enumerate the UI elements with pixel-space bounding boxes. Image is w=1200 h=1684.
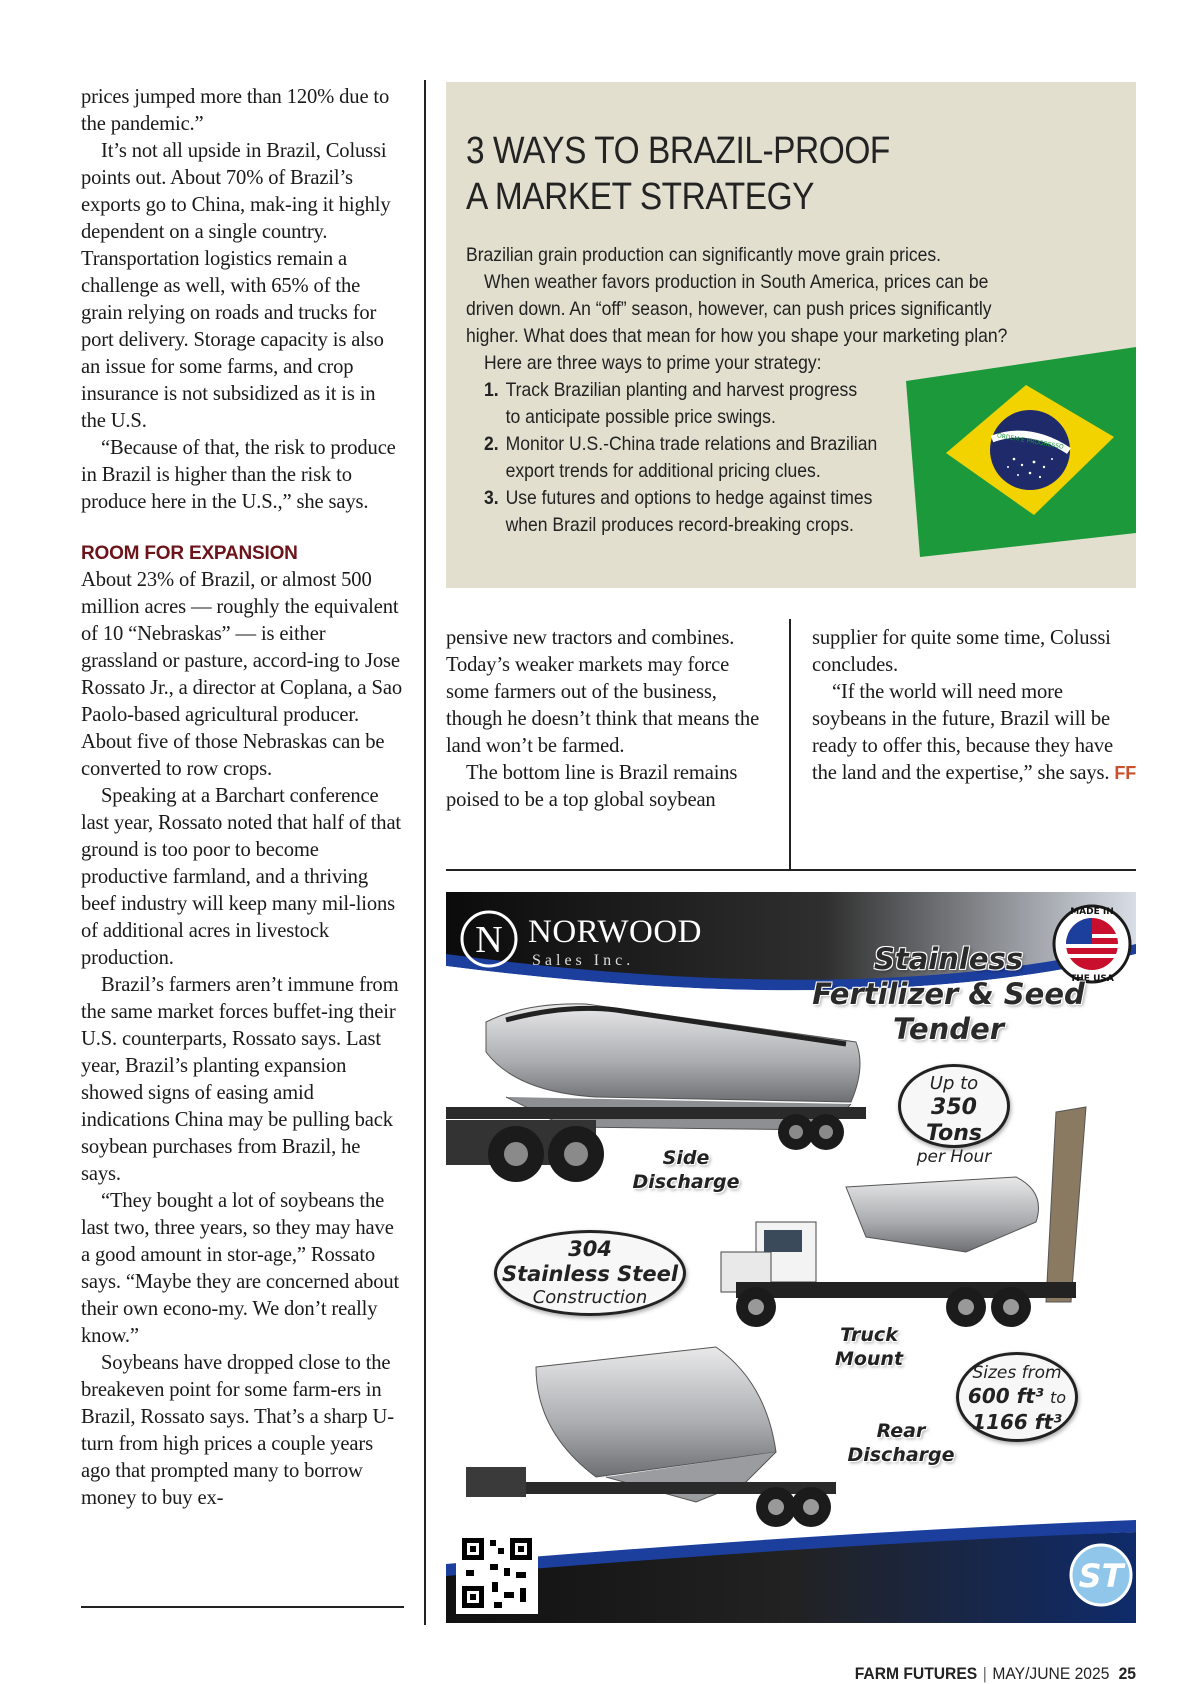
list-number: 2. [484, 433, 499, 455]
right-column [812, 625, 1137, 787]
badge-top-text: MADE IN [1070, 907, 1114, 917]
page-footer [842, 1664, 1136, 1684]
sidebar-title [466, 128, 906, 220]
section-subhead: ROOM FOR EXPANSION [81, 543, 298, 564]
label-line: Side [662, 1147, 710, 1169]
sizes-min: 600 ft³ [967, 1384, 1044, 1408]
capacity-line: per Hour [916, 1147, 992, 1167]
list-item-text: Track Brazilian planting and harvest progress [505, 379, 858, 401]
sidebar-intro: Brazilian grain production can significantly move grain prices. [466, 244, 942, 266]
list-item-text: to anticipate possible price swings. [505, 406, 776, 428]
label-line: Mount [834, 1348, 904, 1370]
headline-line: Fertilizer & Seed [812, 977, 1085, 1011]
list-item-text: when Brazil produces record-breaking crops. [505, 514, 854, 536]
sizes-callout [956, 1352, 1078, 1442]
list-item-text: Monitor U.S.-China trade relations and Brazilian [505, 433, 878, 455]
badge-bottom-text: THE USA [1070, 974, 1114, 984]
truck-mount-label [824, 1323, 914, 1371]
left-column [81, 84, 404, 1512]
steel-line: Stainless Steel [501, 1262, 679, 1286]
norwood-logo [458, 904, 713, 974]
sizes-line: Sizes from [972, 1363, 1062, 1383]
label-line: Truck [840, 1324, 898, 1346]
list-item-text: export trends for additional pricing clues. [505, 460, 821, 482]
body-paragraph: About 23% of Brazil, or almost 500 million acres — roughly the equivalent of 10 “Nebraskas” — is either grassland or pasture, accord-ing to Jose Rossato Jr., a director at Coplana, a Sao Paolo-based agricultural producer. About five of those Nebraskas can be converted to row crops. [81, 569, 402, 780]
issue-date: MAY/JUNE 2025 [992, 1664, 1110, 1683]
body-paragraph: Brazil’s farmers aren’t immune from the same market forces buffet-ing their U.S. counterparts, Rossato says. Last year, Brazil’s planting expansion showed signs of easing amid indications China may be pulling back soybean purchases from Brazil, he says. [81, 974, 399, 1185]
flag-motto: ORDEM E PROGRESSO [996, 432, 1065, 451]
brand-subtitle: Sales Inc. [532, 952, 635, 969]
rear-discharge-label [841, 1419, 961, 1467]
page-number: 25 [1118, 1664, 1136, 1683]
capacity-value: 350 Tons [925, 1095, 983, 1146]
body-paragraph: Speaking at a Barchart conference last year, Rossato noted that half of that ground is too poor to become productive farmland, and a thriving beef industry will keep many mil-lions of additional acres in livestock production. [81, 785, 402, 969]
sizes-line [959, 1384, 1075, 1410]
column-divider [789, 619, 791, 869]
brand-name: NORWOOD [528, 914, 702, 950]
stainless-steel-callout [494, 1230, 686, 1316]
left-column-end-rule [81, 1606, 404, 1608]
body-paragraph: “They bought a lot of soybeans the last two, three years, so they may have a good amount in stor-age,” Rossato says. “Maybe they are concerned about their own econo-my. We don’t really know.” [81, 1190, 400, 1347]
capacity-line: Up to [929, 1073, 979, 1094]
list-number: 1. [484, 379, 499, 401]
closing-quote-text: “If the world will need more soybeans in the future, Brazil will be ready to offer this, because they have the land and the expertise,” she says. [812, 681, 1113, 784]
brazil-flag-icon [906, 347, 1136, 587]
norwood-n-icon [458, 908, 520, 970]
list-number: 3. [484, 487, 499, 509]
st-logo-icon [1071, 1545, 1131, 1605]
rear-discharge-trailer [466, 1347, 836, 1527]
label-line: Rear [876, 1420, 926, 1442]
sizes-to: to [1050, 1388, 1067, 1407]
sizes-max: 1166 ft³ [972, 1410, 1062, 1434]
sidebar-paragraph: When weather favors production in South America, prices can be driven down. An “off” season, however, can push prices significantly higher. What does that mean for how you shape your marketing plan? [466, 271, 1008, 347]
steel-line: Construction [532, 1287, 648, 1308]
sidebar-title-line: 3 WAYS TO BRAZIL-PROOF [466, 130, 890, 172]
st-logo-text: ST [1078, 1557, 1124, 1595]
side-discharge-label [626, 1146, 746, 1194]
list-item-text: Use futures and options to hedge against times [505, 487, 873, 509]
publication-name: FARM FUTURES [854, 1664, 978, 1683]
middle-column [446, 625, 771, 814]
norwood-advertisement[interactable] [446, 892, 1136, 1623]
body-paragraph: The bottom line is Brazil remains poised to be a top global soybean [446, 762, 738, 811]
body-paragraph: “Because of that, the risk to produce in Brazil is higher than the risk to produce here in the U.S.,” she says. [81, 437, 396, 513]
capacity-callout [898, 1064, 1010, 1167]
brand-letter: N [475, 919, 503, 961]
column-divider [424, 80, 426, 1625]
body-paragraph: pensive new tractors and combines. Today’s weaker markets may force some farmers out of the business, though he doesn’t think that means the land won’t be farmed. [446, 627, 760, 757]
sidebar-paragraph: Here are three ways to prime your strategy: [484, 352, 822, 374]
body-paragraph: supplier for quite some time, Colussi concludes. [812, 627, 1111, 676]
body-paragraph [812, 679, 1137, 787]
headline-line: Stainless [873, 942, 1024, 976]
sidebar-box [446, 82, 1136, 588]
footer-separator: | [982, 1664, 987, 1683]
end-mark: FF [1114, 763, 1137, 783]
steel-grade: 304 [568, 1237, 612, 1261]
sidebar-title-line: A MARKET STRATEGY [466, 176, 815, 218]
article-end-rule [446, 869, 1136, 871]
body-paragraph: It’s not all upside in Brazil, Colussi points out. About 70% of Brazil’s exports go to China, mak-ing it highly dependent on a single country. Transportation logistics remain a challenge as well, with 65% of the grain relying on roads and trucks for port delivery. Storage capacity is also an issue for some farms, and crop insurance is not subsidized as it is in the U.S. [81, 140, 391, 432]
qr-code-icon [456, 1532, 538, 1614]
ad-headline [761, 942, 1136, 1047]
body-paragraph: Soybeans have dropped close to the breakeven point for some farm-ers in Brazil, Rossato says. That’s a sharp U-turn from high prices a couple years ago that prompted many to borrow money to buy ex- [81, 1352, 394, 1509]
label-line: Discharge [632, 1171, 740, 1193]
label-line: Discharge [847, 1444, 955, 1466]
body-paragraph: prices jumped more than 120% due to the pandemic.” [81, 86, 390, 135]
headline-line: Tender [892, 1012, 1005, 1046]
